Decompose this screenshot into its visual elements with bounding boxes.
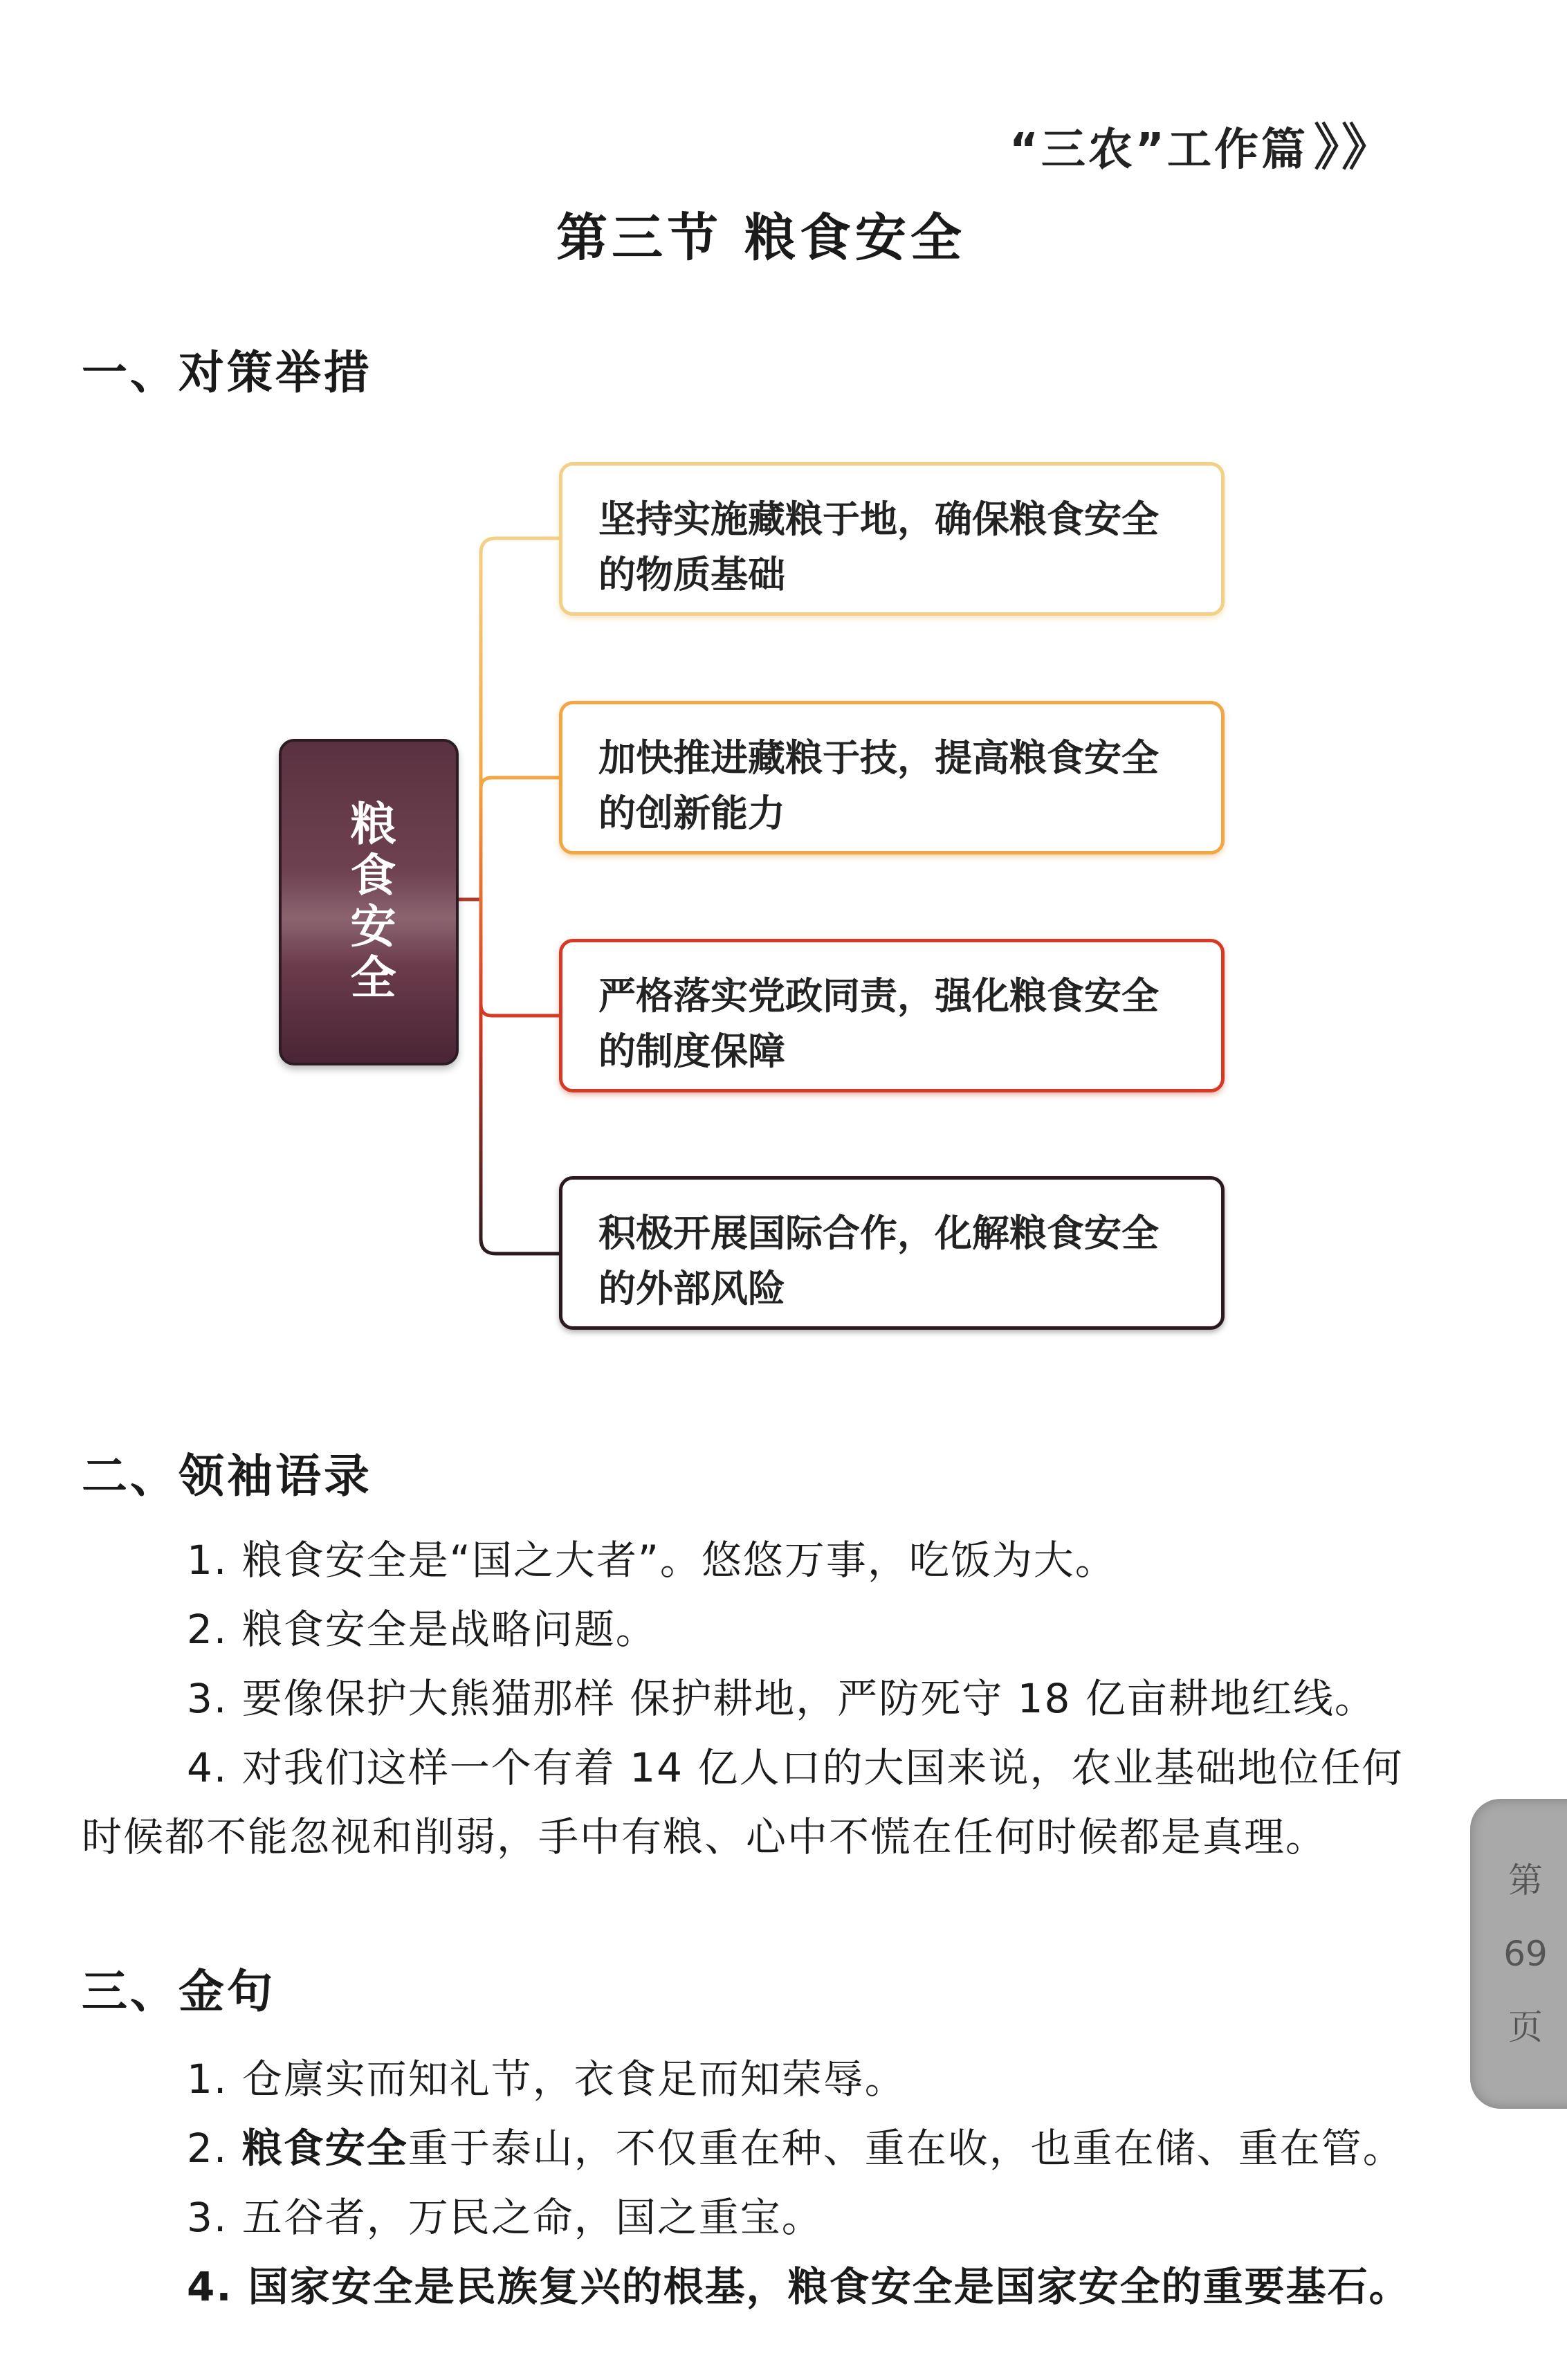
branch-node-3-line1: 严格落实党政同责，强化粮食安全 (598, 974, 1159, 1018)
running-title: “三农”工作篇 (1009, 125, 1308, 176)
list-item-prefix: 2. (187, 2125, 242, 2172)
quotes-list (82, 1526, 1431, 1871)
connector-trunk (481, 538, 496, 1254)
golden-sentences-list (82, 2044, 1431, 2321)
center-node (279, 739, 459, 1065)
section-title-quotes: 二、领袖语录 (82, 1449, 372, 1503)
connector-branch-2 (481, 778, 559, 789)
list-item: 3. 五谷者，万民之命，国之重宝。 (187, 2194, 823, 2241)
chevron-right-icon: 》》 (1313, 118, 1394, 176)
page-tab-bottom: 页 (1508, 2007, 1543, 2047)
branch-node-1-line1: 坚持实施藏粮于地，确保粮食安全 (598, 497, 1159, 541)
list-item: 1. 仓廪实而知礼节，衣食足而知荣辱。 (187, 2056, 906, 2103)
list-item-bold: 粮食安全 (241, 2125, 408, 2172)
branch-node-4-line1: 积极开展国际合作，化解粮食安全 (598, 1211, 1159, 1255)
page-title: 第三节 粮食安全 (556, 208, 966, 268)
branch-node-2 (559, 701, 1225, 854)
list-item (82, 2114, 1431, 2183)
section-title-golden-sentences: 三、金句 (82, 1965, 275, 2018)
branch-node-1-line2: 的物质基础 (598, 553, 785, 596)
connector-branch-3 (481, 1005, 559, 1016)
page-number: 69 (1503, 1934, 1548, 1974)
list-item: 4. 国家安全是民族复兴的根基，粮食安全是国家安全的重要基石。 (187, 2263, 1411, 2310)
list-item: 2. 粮食安全是战略问题。 (187, 1606, 657, 1653)
branch-node-2-line2: 的创新能力 (598, 791, 785, 835)
center-node-label: 粮食安全 (342, 800, 396, 1005)
page-tab-top: 第 (1508, 1860, 1543, 1901)
section-title-measures: 一、对策举措 (82, 346, 372, 399)
branch-node-4 (559, 1176, 1225, 1330)
list-item: 1. 粮食安全是“国之大者”。悠悠万事，吃饭为大。 (187, 1537, 1117, 1584)
branch-node-3 (559, 939, 1225, 1092)
branch-node-4-line2: 的外部风险 (598, 1267, 785, 1310)
branch-node-1 (559, 462, 1225, 616)
page-number-tab (1470, 1799, 1567, 2109)
list-item-rest: 重于泰山，不仅重在种、重在收，也重在储、重在管。 (407, 2125, 1404, 2172)
list-item: 3. 要像保护大熊猫那样 保护耕地，严防死守 18 亿亩耕地红线。 (187, 1675, 1376, 1722)
branch-node-3-line2: 的制度保障 (598, 1029, 785, 1073)
list-item: 4. 对我们这样一个有着 14 亿人口的大国来说，农业基础地位任何时候都不能忽视和削弱，手中有粮、心中不慌在任何时候都是真理。 (82, 1744, 1404, 1860)
branch-node-2-line1: 加快推进藏粮于技，提高粮食安全 (598, 736, 1159, 780)
